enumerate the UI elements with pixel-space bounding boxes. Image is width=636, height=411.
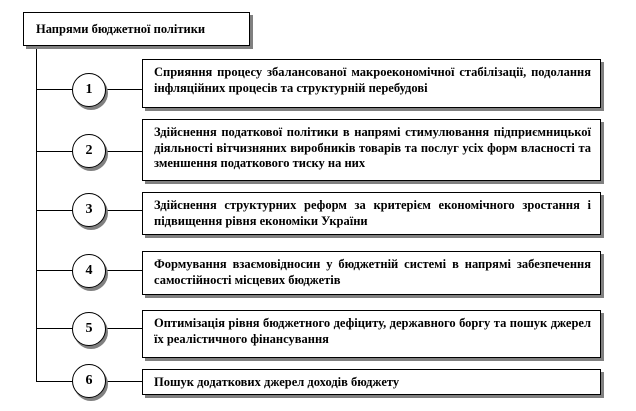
- item-number-3: 3: [72, 193, 106, 227]
- item-box-1: [142, 59, 601, 108]
- item-box-3: [142, 192, 601, 235]
- item-box-4: [142, 251, 601, 295]
- item-text-3: Здійснення структурних реформ за критерієм економічного зростання і підвищення рівня економіки України: [154, 198, 591, 228]
- diagram-title-text: Напрями бюджетної політики: [36, 21, 206, 36]
- connector-trunk: [36, 46, 37, 381]
- diagram-title: [23, 12, 250, 46]
- item-number-4: 4: [72, 254, 106, 288]
- item-box-5: [142, 310, 601, 358]
- item-text-2: Здійснення податкової політики в напрямі стимулювання підприємницької діяльності вітчизняних виробників товарів та послуг усіх форм власності та зменшення податкового тиску на них: [154, 125, 591, 170]
- item-number-5: 5: [72, 312, 106, 346]
- item-box-6: [142, 369, 601, 395]
- item-text-6: Пошук додаткових джерел доходів бюджету: [154, 375, 400, 389]
- item-number-1: 1: [72, 73, 106, 107]
- item-text-4: Формування взаємовідносин у бюджетній системі в напрямі забезпечення самостійності місцевих бюджетів: [154, 257, 591, 287]
- item-number-6: 6: [72, 364, 106, 398]
- item-text-1: Сприяння процесу збалансованої макроекономічної стабілізації, подолання інфляційних процесів та структурній перебудові: [154, 65, 591, 95]
- item-text-5: Оптимізація рівня бюджетного дефіциту, державного боргу та пошук джерел їх реалістичного фінансування: [154, 316, 591, 346]
- item-box-2: [142, 119, 601, 181]
- item-number-2: 2: [72, 134, 106, 168]
